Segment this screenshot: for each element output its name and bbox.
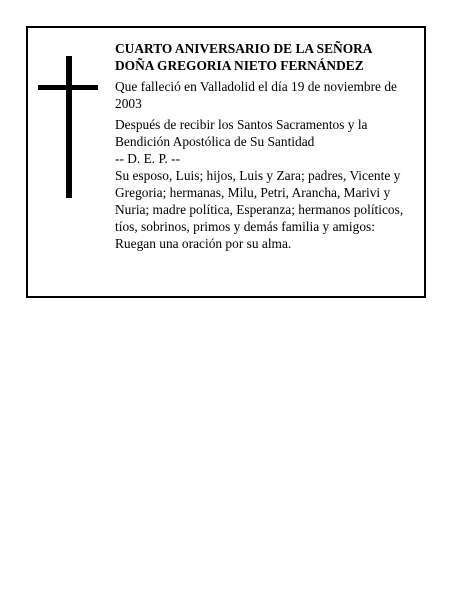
death-info: Que falleció en Valladolid el día 19 de noviembre de 2003 <box>115 79 397 111</box>
notice-title-line2: DOÑA GREGORIA NIETO FERNÁNDEZ <box>115 58 364 73</box>
prayer-request: Ruegan una oración por su alma. <box>115 236 292 251</box>
notice-text <box>115 40 415 252</box>
cross-horizontal-bar <box>38 85 98 90</box>
cross-vertical-bar <box>66 56 72 198</box>
obituary-notice <box>26 26 426 298</box>
sacraments-text: Después de recibir los Santos Sacramentos y la Bendición Apostólica de Su Santidad <box>115 117 368 149</box>
rip-text: -- D. E. P. -- <box>115 151 181 166</box>
notice-title-line1: CUARTO ANIVERSARIO DE LA SEÑORA <box>115 41 373 56</box>
family-text: Su esposo, Luis; hijos, Luis y Zara; padres, Vicente y Gregoria; hermanas, Milu, Petri, Arancha, Marivi y Nuria; madre política, Esperanza; hermanos políticos, tíos, sobrinos, primos y demás familia y amigos: <box>115 168 404 234</box>
